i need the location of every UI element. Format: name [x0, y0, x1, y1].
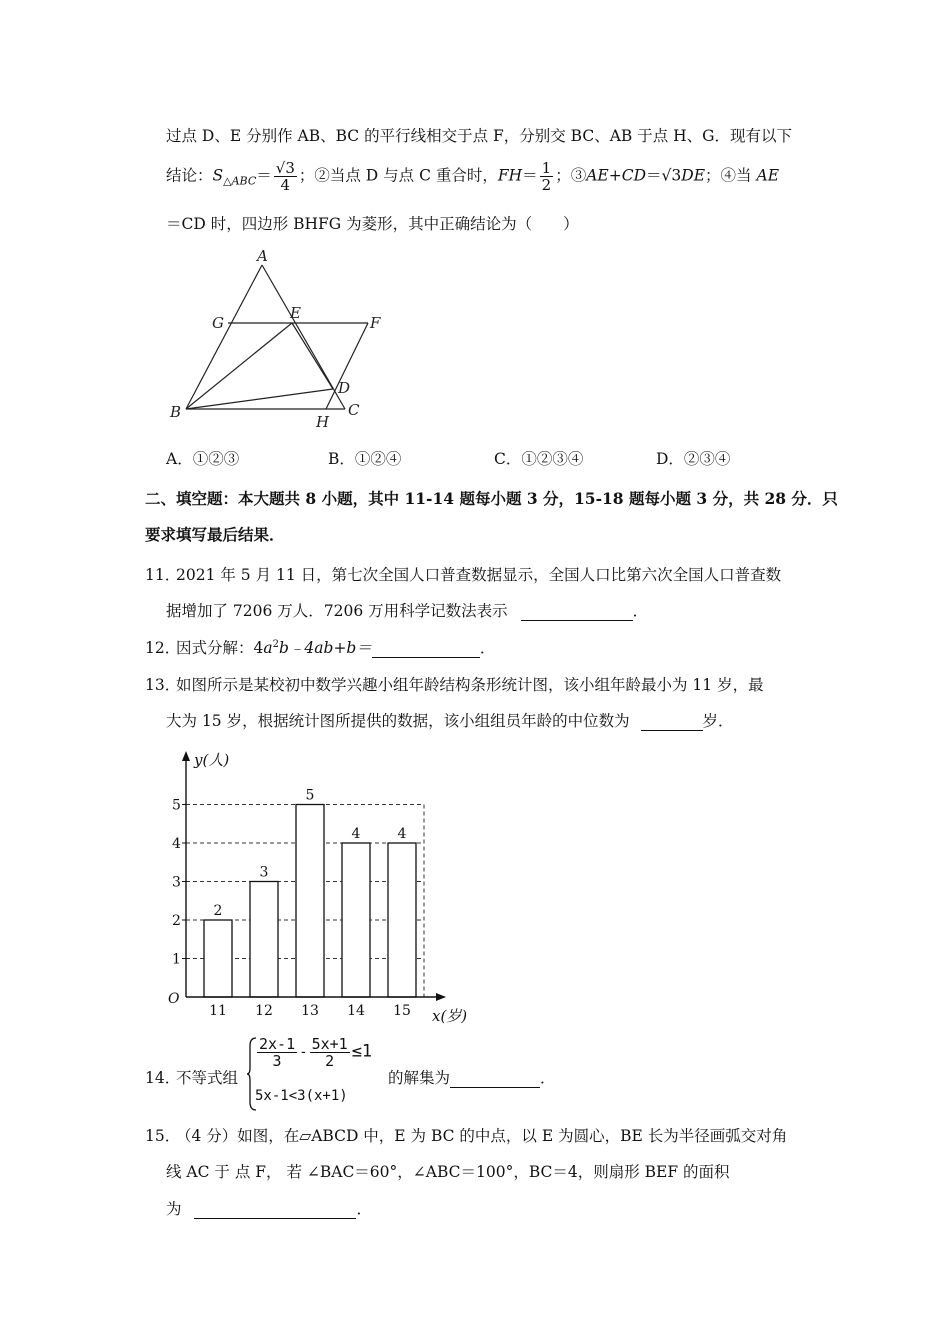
option-c: C．①②③④: [494, 450, 584, 468]
label-d: D: [338, 379, 351, 397]
option-d: D．②③④: [656, 450, 731, 468]
option-b: B．①②④: [328, 450, 402, 468]
bar-12: [250, 882, 278, 998]
segment-ae: AE: [756, 166, 780, 185]
inequality-row-1: [255, 1036, 372, 1069]
x-tick-label-15: 15: [393, 1003, 411, 1019]
y-tick-label-3: 3: [172, 874, 181, 891]
option-a: A．①②③: [166, 450, 240, 468]
area-subscript: △ABC: [223, 174, 257, 188]
y-tick-label-4: 4: [172, 836, 181, 852]
inequality-system: [247, 1036, 407, 1112]
q15-wei: 为: [166, 1200, 182, 1218]
period: ．: [632, 602, 649, 620]
expr-ae-cd: AE+CD: [586, 166, 647, 185]
q13-line1: 如图所示是某校初中数学兴趣小组年龄结构条形统计图，该小组年龄最小为 11 岁，最: [176, 676, 764, 694]
var-a: a: [263, 639, 273, 657]
fraction-numerator: √3: [275, 159, 295, 177]
fraction-numerator: 2x-1: [259, 1035, 296, 1053]
q15-line3: [166, 1197, 372, 1219]
segment-ab: [186, 265, 262, 409]
y-axis-label: y(人): [194, 751, 230, 769]
q12-text: 因式分解：4: [176, 639, 264, 657]
q12-answer-blank[interactable]: [372, 643, 480, 658]
age-bar-chart: [160, 745, 480, 1030]
q10-line2: [166, 160, 779, 193]
equals: ＝: [256, 166, 272, 185]
q12-number: 12．: [145, 639, 181, 657]
minus-sign: -: [299, 1044, 308, 1061]
q12-line: [176, 636, 495, 658]
inequality-row-2: 5x-1<3(x+1): [255, 1088, 348, 1104]
q13-answer-blank[interactable]: [641, 716, 703, 731]
label-h: H: [316, 413, 330, 431]
relation: ≤1: [351, 1041, 373, 1062]
q13-text: 大为 15 岁，根据统计图所提供的数据，该小组组员年龄的中位数为: [166, 712, 630, 730]
fraction-2x-1-over-3: [257, 1036, 297, 1069]
q10-line3: ＝CD 时，四边形 BHFG 为菱形，其中正确结论为（ ）: [166, 215, 579, 233]
equals: ＝: [522, 166, 538, 185]
segment-be: [186, 323, 292, 409]
q12-expr: b﹣4ab+b＝: [279, 639, 372, 657]
q15-line1: （4 分）如图，在▱ABCD 中，E 为 BC 的中点，以 E 为圆心，BE 长为半径画弧交对角: [176, 1127, 788, 1145]
fraction-5x+1-over-2: [310, 1036, 350, 1069]
q14-after-text: 的解集为: [388, 1069, 451, 1087]
y-tick-label-1: 1: [172, 951, 181, 968]
q10-line1: 过点 D、E 分别作 AB、BC 的平行线相交于点 F，分别交 BC、AB 于点 H、G．现有以下: [166, 127, 793, 145]
segment-bd: [186, 389, 333, 409]
segment-ed: [292, 323, 333, 389]
q15-number: 15．: [145, 1127, 181, 1145]
fraction-denominator: 4: [280, 176, 291, 194]
unit-years: 岁．: [702, 712, 734, 730]
x-tick-label-14: 14: [347, 1003, 365, 1019]
bar-value-label-14: 4: [351, 826, 361, 842]
label-f: F: [370, 314, 381, 332]
q11-text: 据增加了 7206 万人．7206 万用科学记数法表示: [166, 602, 508, 620]
q15-answer-blank[interactable]: [194, 1204, 356, 1219]
conclusion-2: ；②当点 D 与点 C 重合时，: [298, 166, 498, 185]
fraction-sqrt3-over-4: [274, 160, 297, 193]
x-tick-label-12: 12: [255, 1003, 273, 1019]
conclusion-4: ；④当: [705, 166, 752, 185]
fraction-numerator: 1: [541, 159, 552, 177]
y-tick-label-2: 2: [172, 913, 181, 929]
fraction-denominator: 2: [325, 1052, 335, 1070]
q13-line2: [166, 709, 734, 731]
q14-prefix: 不等式组: [176, 1069, 239, 1087]
period: ．: [479, 639, 496, 657]
x-axis-label: x(岁): [432, 1007, 468, 1025]
segment-de: DE: [681, 166, 706, 185]
bar-value-label-11: 2: [213, 903, 223, 919]
x-tick-label-13: 13: [301, 1003, 319, 1019]
bar-value-label-13: 5: [305, 787, 315, 804]
bar-15: [388, 843, 416, 997]
origin-label: O: [168, 991, 180, 1007]
q13-number: 13．: [145, 676, 181, 694]
bar-value-label-12: 3: [259, 864, 269, 881]
fraction-denominator: 2: [541, 176, 552, 194]
q14-number: 14．: [145, 1069, 181, 1087]
fraction-one-half: [540, 160, 554, 193]
q11-answer-blank[interactable]: [521, 606, 633, 621]
label-e: E: [290, 304, 301, 322]
bar-11: [204, 920, 232, 997]
y-axis-arrow-icon: [182, 751, 190, 761]
q11-line2: [166, 599, 648, 621]
section-2-heading-line2: 要求填写最后结果．: [145, 525, 285, 544]
bar-14: [342, 843, 370, 997]
q14-answer-blank[interactable]: [450, 1073, 540, 1088]
segment-fh: FH: [497, 166, 523, 185]
equals: ＝: [646, 166, 662, 185]
conclusion-3: ；③: [555, 166, 587, 185]
q14-suffix: [388, 1066, 556, 1088]
label-c: C: [348, 401, 360, 419]
section-2-heading-line1: 二、填空题：本大题共 8 小题，其中 11-14 题每小题 3 分，15-18 题每小题 3 分，共 28 分．只: [145, 489, 838, 508]
sqrt-three: √3: [661, 166, 682, 185]
label-b: B: [170, 403, 182, 421]
fraction-denominator: 3: [272, 1052, 282, 1070]
geometry-figure: [160, 245, 400, 435]
bar-13: [296, 805, 324, 998]
bar-value-label-15: 4: [397, 826, 407, 842]
q15-line2: 线 AC 于 点 F， 若 ∠BAC＝60°，∠ABC＝100°，BC＝4，则扇形 BEF 的面积: [166, 1163, 730, 1181]
fraction-numerator: 5x+1: [311, 1035, 348, 1053]
q11-number: 11．: [145, 566, 181, 584]
q11-line1: 2021 年 5 月 11 日，第七次全国人口普查数据显示，全国人口比第六次全国人口普查数: [176, 566, 782, 584]
period: ．: [540, 1069, 556, 1087]
label-g: G: [212, 314, 224, 332]
x-tick-label-11: 11: [209, 1003, 227, 1019]
label-a: A: [257, 247, 268, 265]
area-symbol: S: [212, 166, 224, 185]
x-axis-arrow-icon: [436, 993, 446, 1001]
y-tick-label-5: 5: [172, 797, 181, 814]
q10-conclusion-label: 结论：: [166, 166, 213, 185]
period: ．: [356, 1200, 372, 1218]
exponent: 2: [272, 638, 279, 650]
